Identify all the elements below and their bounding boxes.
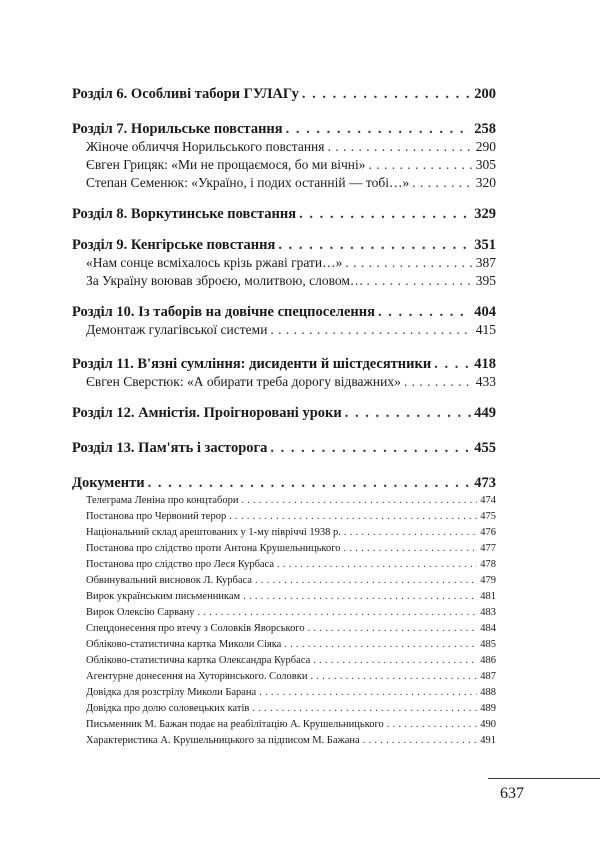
toc-page: 474 (480, 495, 496, 506)
toc-subentry[interactable] (86, 273, 496, 289)
toc-page: 479 (480, 575, 496, 586)
dot-leader (255, 575, 477, 586)
toc-page: 404 (474, 304, 496, 320)
toc-title: Агентурне донесення на Хуторянського. Соловки (86, 671, 308, 682)
toc-title: Розділ 7. Норильське повстання (72, 121, 283, 137)
toc-document[interactable] (86, 639, 496, 650)
toc-title: Обліково-статистична картка Олександра Курбаса (86, 655, 311, 666)
toc-page: 351 (474, 237, 496, 253)
toc-subentry[interactable] (86, 374, 496, 390)
toc-page: 491 (480, 735, 496, 746)
toc-title: Розділ 9. Кенгірське повстання (72, 237, 276, 253)
toc-subentry[interactable] (86, 157, 496, 173)
toc-title: Постанова про слідство проти Антона Крушельницького (86, 543, 341, 554)
toc-page: 478 (480, 559, 496, 570)
toc-page: 486 (480, 655, 496, 666)
dot-leader (412, 175, 473, 191)
toc-title: Розділ 10. Із таборів на довічне спецпоселення (72, 304, 375, 320)
dot-leader (277, 559, 477, 570)
toc-document[interactable] (86, 511, 496, 522)
dot-leader (344, 527, 477, 538)
toc-document[interactable] (86, 623, 496, 634)
dot-leader (310, 671, 477, 682)
toc-document[interactable] (86, 687, 496, 698)
toc-title: Вирок українським письменникам (86, 591, 241, 602)
toc-document[interactable] (86, 703, 496, 714)
dot-leader (363, 735, 478, 746)
toc-page: 475 (480, 511, 496, 522)
toc-entry[interactable] (72, 356, 496, 373)
toc-document[interactable] (86, 559, 496, 570)
toc-page: 477 (480, 543, 496, 554)
dot-leader (259, 687, 477, 698)
toc-title: «Нам сонце всміхалось крізь ржаві грати…» (86, 255, 343, 270)
dot-leader (345, 255, 472, 271)
toc-document[interactable] (86, 591, 496, 602)
dot-leader (284, 639, 477, 650)
toc-title: Довідка для розстрілу Миколи Барана (86, 687, 257, 698)
toc-entry[interactable] (72, 121, 496, 138)
toc-page: 387 (475, 255, 496, 270)
dot-leader (369, 157, 473, 173)
dot-leader (302, 86, 471, 103)
toc-page: 200 (474, 86, 496, 102)
toc-title: Обвинувальний висновок Л. Курбаса (86, 575, 252, 586)
toc-page: 476 (480, 527, 496, 538)
toc-entry[interactable] (72, 304, 496, 321)
toc-subentry[interactable] (86, 175, 496, 191)
toc-page: 449 (474, 405, 496, 421)
toc-title: Євген Грицяк: «Ми не прощаємося, бо ми вічні» (86, 157, 366, 172)
dot-leader (252, 703, 477, 714)
toc-page: 490 (480, 719, 496, 730)
dot-leader (148, 475, 472, 492)
toc-title: Розділ 8. Воркутинське повстання (72, 206, 297, 222)
dot-leader (299, 206, 471, 223)
toc-title: Документи (72, 475, 145, 491)
toc-title: Письменник М. Бажан подає на реабілітацію А. Крушельницького (86, 719, 384, 730)
toc-title: Розділ 12. Амністія. Проігноровані уроки (72, 405, 342, 421)
toc-title: Постанова про Червоний терор (86, 511, 227, 522)
toc-page: 488 (480, 687, 496, 698)
toc-page: 320 (475, 175, 496, 190)
toc-page: 433 (475, 374, 496, 389)
dot-leader (434, 356, 471, 373)
toc-page: 305 (475, 157, 496, 172)
toc-page: 329 (474, 206, 496, 222)
toc-title: Демонтаж гулагівської системи (86, 322, 268, 337)
dot-leader (286, 121, 472, 138)
toc-subentry[interactable] (86, 139, 496, 155)
toc-title: Жіноче обличчя Норильського повстання (86, 139, 325, 154)
toc-title: Євген Сверстюк: «А обирати треба дорогу відважних» (86, 374, 401, 389)
dot-leader (243, 591, 477, 602)
folio-rule (488, 778, 600, 779)
toc-page: 483 (480, 607, 496, 618)
toc-page: 395 (475, 273, 496, 288)
toc-title: Спецдонесення про втечу з Соловків Яворського (86, 623, 305, 634)
toc-subentry[interactable] (86, 255, 496, 271)
toc-document[interactable] (86, 719, 496, 730)
dot-leader (278, 237, 471, 254)
toc-page: 258 (474, 121, 496, 137)
toc-title: Телеграма Леніна про концтабори (86, 495, 239, 506)
toc-document[interactable] (86, 543, 496, 554)
dot-leader (345, 405, 472, 422)
dot-leader (270, 440, 471, 457)
toc-page: 485 (480, 639, 496, 650)
toc-title: Вирок Олексію Сарвану (86, 607, 195, 618)
dot-leader (366, 273, 472, 289)
toc-title: Довідка про долю соловецьких катів (86, 703, 250, 714)
dot-leader (229, 511, 477, 522)
dot-leader (344, 543, 478, 554)
toc-title: Характеристика А. Крушельницького за підписом М. Бажана (86, 735, 360, 746)
toc-subentry[interactable] (86, 322, 496, 338)
toc-page: 473 (474, 475, 496, 491)
toc-title: Розділ 13. Пам'ять і засторога (72, 440, 268, 456)
toc-entry[interactable] (72, 440, 496, 457)
toc-page: 455 (474, 440, 496, 456)
toc-title: Степан Семенюк: «Україно, і подих останній — тобі…» (86, 175, 410, 190)
dot-leader (378, 304, 471, 321)
dot-leader (270, 322, 472, 338)
toc-title: Постанова про слідство про Леся Курбаса (86, 559, 275, 570)
toc-page: 489 (480, 703, 496, 714)
toc-page: 415 (475, 322, 496, 337)
toc-document[interactable] (86, 527, 496, 538)
toc-page: 290 (475, 139, 496, 154)
toc-title: Обліково-статистична картка Миколи Сіяка (86, 639, 282, 650)
toc-document[interactable] (86, 495, 496, 506)
toc-entry[interactable] (72, 237, 496, 254)
dot-leader (308, 623, 478, 634)
toc-entry[interactable] (72, 405, 496, 422)
toc-page: 487 (480, 671, 496, 682)
toc-title: За Україну воював зброєю, молитвою, словом… (86, 273, 364, 288)
toc-entry[interactable] (72, 475, 496, 492)
toc-document[interactable] (86, 655, 496, 666)
dot-leader (404, 374, 473, 390)
page-number: 637 (500, 785, 524, 802)
toc-document[interactable] (86, 671, 496, 682)
dot-leader (387, 719, 477, 730)
toc-entry[interactable] (72, 86, 496, 103)
toc-page: 484 (480, 623, 496, 634)
toc-document[interactable] (86, 575, 496, 586)
toc-entry[interactable] (72, 206, 496, 223)
dot-leader (313, 655, 477, 666)
toc-title: Національний склад арештованих у 1-му півріччі 1938 р. (86, 527, 341, 538)
toc-title: Розділ 6. Особливі табори ГУЛАГу (72, 86, 299, 102)
toc-document[interactable] (86, 735, 496, 746)
toc-document[interactable] (86, 607, 496, 618)
toc-page: 481 (480, 591, 496, 602)
dot-leader (327, 139, 472, 155)
toc-page: 418 (474, 356, 496, 372)
toc-title: Розділ 11. В'язні сумління: дисиденти й шістдесятники (72, 356, 432, 372)
dot-leader (241, 495, 477, 506)
dot-leader (197, 607, 477, 618)
